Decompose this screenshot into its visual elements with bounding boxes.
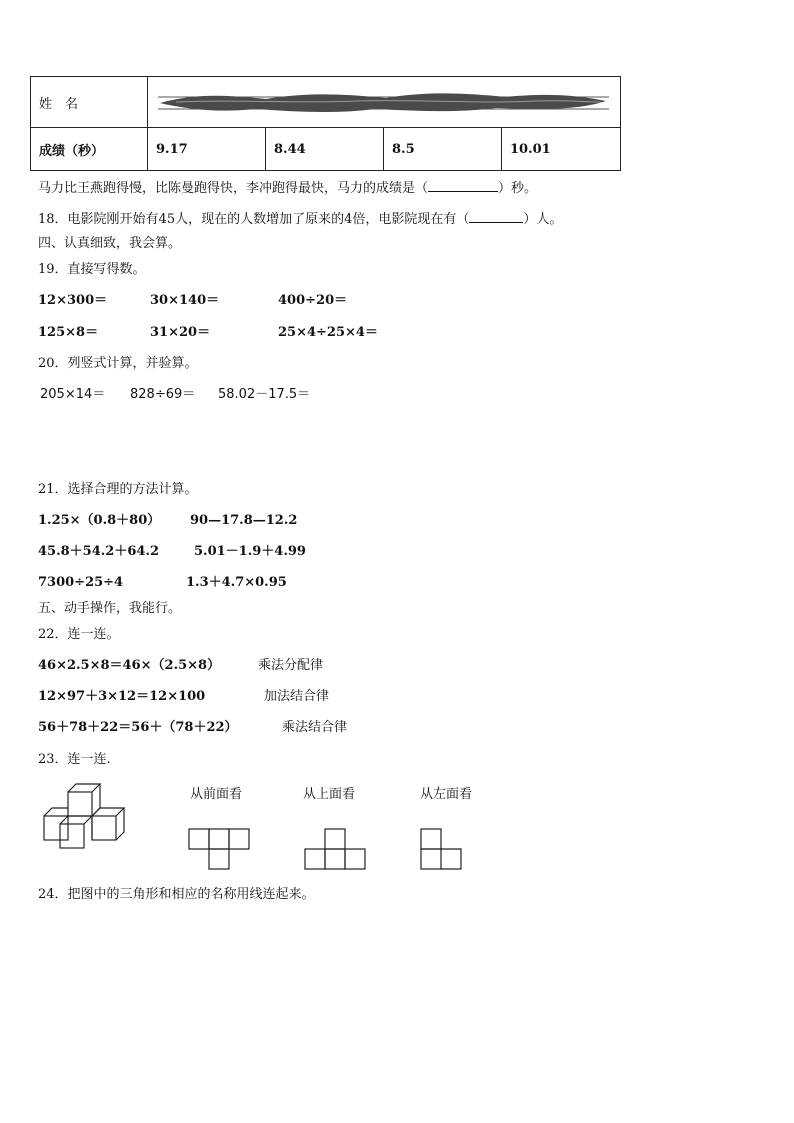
scribble-redaction	[156, 87, 611, 117]
q21-item: 45.8＋54.2＋64.2	[38, 544, 159, 559]
q22-left-item: 46×2.5×8＝46×（2.5×8）	[38, 658, 221, 673]
q22-left-item: 56＋78＋22＝56＋（78＋22）	[38, 720, 238, 735]
q21-item: 90—17.8—12.2	[190, 513, 298, 528]
score-cell: 10.01	[502, 128, 621, 171]
q20-item: 58.02－17.5＝	[218, 387, 311, 402]
q19-item: 125×8＝	[38, 325, 99, 340]
q18-text: 18．电影院刚开始有45人，现在的人数增加了原来的4倍，电影院现在有（ ）人。	[38, 212, 563, 227]
table-row-names	[31, 77, 621, 128]
q21-item: 7300÷25÷4	[38, 575, 124, 590]
section-4-heading: 四、认真细致，我会算。	[38, 236, 182, 251]
q22-right-item: 乘法结合律	[282, 720, 348, 735]
q19-item: 30×140＝	[150, 293, 220, 308]
cube-stack-figure	[40, 782, 140, 854]
q20-item: 205×14＝	[40, 387, 106, 402]
q21-item: 1.25×（0.8＋80）	[38, 513, 161, 528]
q20-title: 20．列竖式计算，并验算。	[38, 356, 198, 371]
q19-title: 19．直接写得数。	[38, 262, 146, 277]
q21-item: 5.01－1.9＋4.99	[194, 544, 306, 559]
score-cell: 8.5	[384, 128, 502, 171]
top-view-figure	[304, 828, 366, 872]
q19-item: 25×4÷25×4＝	[278, 325, 378, 340]
section-5-heading: 五、动手操作，我能行。	[38, 601, 182, 616]
q20-item: 828÷69＝	[130, 387, 196, 402]
front-view-figure	[188, 828, 250, 872]
q19-item: 31×20＝	[150, 325, 211, 340]
q23-title: 23．连一连.	[38, 752, 111, 767]
q17-text: 马力比王燕跑得慢，比陈曼跑得快，李冲跑得最快，马力的成绩是（ ）秒。	[38, 181, 538, 196]
answer-blank[interactable]	[469, 210, 523, 223]
q22-title: 22．连一连。	[38, 627, 120, 642]
score-cell: 9.17	[148, 128, 266, 171]
view-label-front: 从前面看	[190, 787, 243, 802]
q22-left-item: 12×97＋3×12＝12×100	[38, 689, 206, 704]
redacted-names	[148, 77, 621, 128]
name-label: 姓 名	[31, 77, 148, 128]
score-cell: 8.44	[266, 128, 384, 171]
table-row-scores	[31, 128, 621, 171]
q21-title: 21．选择合理的方法计算。	[38, 482, 198, 497]
answer-blank[interactable]	[428, 179, 498, 192]
left-view-figure	[420, 828, 464, 872]
q24-title: 24．把图中的三角形和相应的名称用线连起来。	[38, 887, 315, 902]
score-table	[30, 76, 621, 171]
view-label-top: 从上面看	[303, 787, 356, 802]
q19-item: 400÷20＝	[278, 293, 348, 308]
q19-item: 12×300＝	[38, 293, 108, 308]
q21-item: 1.3＋4.7×0.95	[186, 575, 287, 590]
view-label-left: 从左面看	[420, 787, 473, 802]
q22-right-item: 加法结合律	[264, 689, 330, 704]
score-label: 成绩（秒）	[31, 128, 148, 171]
q22-right-item: 乘法分配律	[258, 658, 324, 673]
